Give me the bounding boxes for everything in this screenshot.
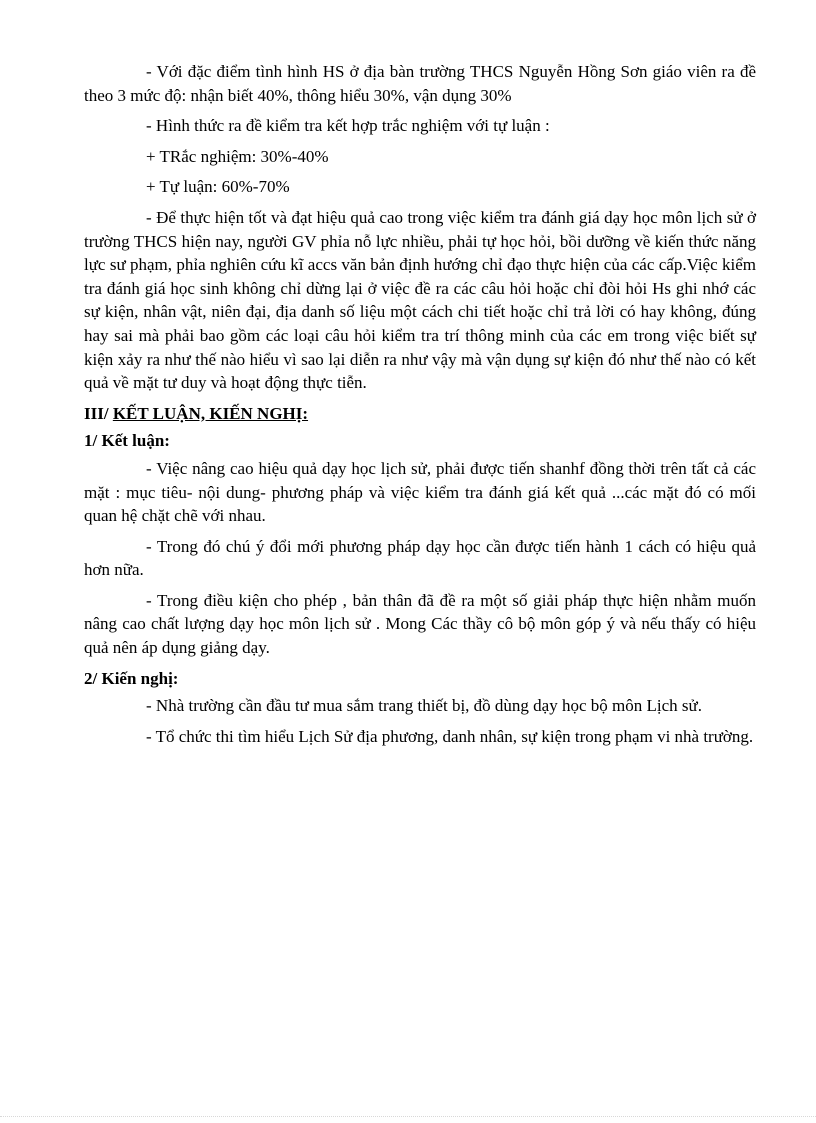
paragraph-teacher-effort: - Để thực hiện tốt và đạt hiệu quả cao trong việc kiểm tra đánh giá dạy học môn lịch sử ở trường THCS hiện nay, người GV phỉa nỗ lực nhiều, phải tự học hỏi, bồi dưỡng về kiến thức năng lực sư phạm, phỉa nghiên cứu kĩ accs văn bản định hướng chỉ đạo thực hiện của các cấp.Việc kiểm tra đánh giá học sinh không chỉ dừng lại ở việc đề ra các câu hỏi hoặc chỉ đòi hỏi Hs ghi nhớ các sự kiện, nhân vật, niên đại, địa danh số liệu một cách chi tiết hoặc chỉ trả lời có hay không, đúng hay sai mà phải bao gồm các loại câu hỏi kiểm tra trí thông minh của các em trong việc biết sự kiện xảy ra như thế nào hiểu vì sao lại diễn ra như vậy mà vận dụng sự kiện đó như thế nào có kết quả về mặt tư duy và hoạt động thực tiễn. [84, 207, 756, 393]
paragraph-conclusion-2: - Trong đó chú ý đổi mới phương pháp dạy học cần được tiến hành 1 cách có hiệu quả hơn nữa. [84, 536, 756, 580]
section-number: III/ [84, 403, 113, 423]
document-page [84, 60, 756, 755]
page-bottom-border [0, 1116, 816, 1117]
paragraph-recommendation-2: - Tổ chức thi tìm hiểu Lịch Sử địa phương, danh nhân, sự kiện trong phạm vi nhà trường. [146, 726, 754, 746]
section-heading-conclusions [84, 402, 756, 426]
paragraph-exam-format: - Hình thức ra đề kiểm tra kết hợp trắc nghiệm với tự luận : [146, 116, 550, 136]
paragraph-conclusion-3: - Trong điều kiện cho phép , bản thân đã đề ra một số giải pháp thực hiện nhằm muốn nâng cao chất lượng dạy học môn lịch sử . Mong Các thầy cô bộ môn góp ý và nếu thấy có hiệu quả nên áp dụng giảng dạy. [84, 590, 756, 658]
list-item-multiple-choice: + TRắc nghiệm: 30%-40% [146, 146, 329, 166]
paragraph-exam-levels: - Với đặc điểm tình hình HS ở địa bàn trường THCS Nguyễn Hồng Sơn giáo viên ra đề theo 3 mức độ: nhận biết 40%, thông hiểu 30%, vận dụng 30% [84, 62, 756, 105]
list-item-essay: + Tự luận: 60%-70% [146, 177, 290, 197]
subheading-recommendation: 2/ Kiến nghị: [84, 668, 179, 688]
subheading-conclusion: 1/ Kết luận: [84, 431, 170, 451]
paragraph-recommendation-1: - Nhà trường cần đầu tư mua sắm trang thiết bị, đồ dùng dạy học bộ môn Lịch sử. [146, 696, 702, 716]
section-title: KẾT LUẬN, KIẾN NGHỊ: [112, 403, 309, 423]
paragraph-conclusion-1: - Việc nâng cao hiệu quả dạy học lịch sử, phải được tiến shanhf đồng thời trên tất cả các mặt : mục tiêu- nội dung- phương pháp và việc kiểm tra đánh giá kết quả ...các mặt đó có mối quan hệ chặt chẽ với nhau. [84, 458, 756, 526]
